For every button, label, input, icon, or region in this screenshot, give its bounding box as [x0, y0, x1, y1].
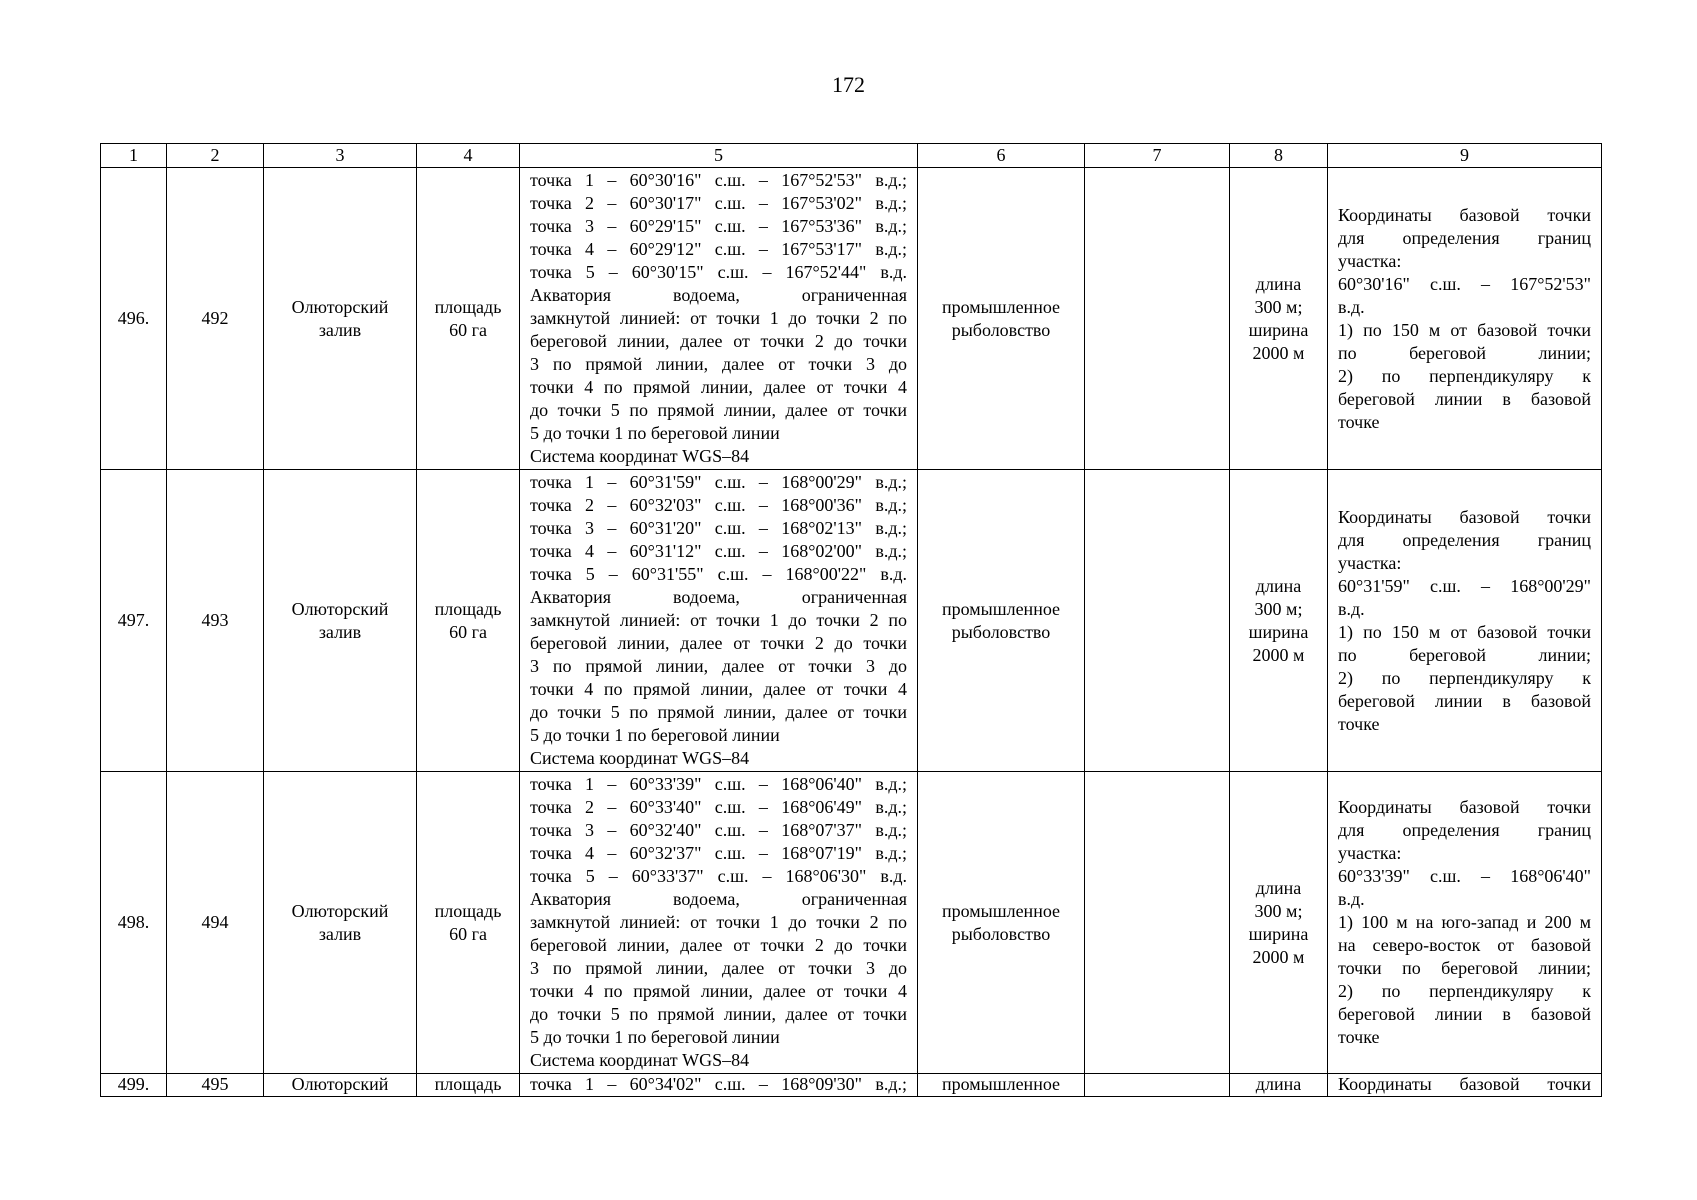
- boundary-text-line: Акватория водоема, ограниченная: [530, 889, 907, 909]
- location-cell: [264, 772, 417, 1074]
- row-number: 499.: [101, 1074, 167, 1097]
- area-line: 60 га: [449, 923, 487, 944]
- location-cell: [264, 470, 417, 772]
- notes-line: в.д.: [1338, 296, 1365, 317]
- boundary-text-line: точки 4 по прямой линии, далее от точки 4: [530, 981, 907, 1001]
- area-line: площадь: [434, 598, 502, 619]
- notes-line: точке: [1338, 713, 1380, 734]
- column-number-row: [101, 144, 1602, 168]
- usage-line: промышленное: [941, 296, 1061, 317]
- column-number-9: 9: [1328, 144, 1602, 168]
- boundary-point: точка 1 – 60°31'59" с.ш. – 168°00'29" в.д.;: [530, 472, 907, 492]
- usage-line: промышленное: [941, 900, 1061, 921]
- boundary-text-line: до точки 5 по прямой линии, далее от точки: [530, 1004, 907, 1024]
- dimension-line: 300 м;: [1254, 296, 1303, 317]
- notes-line: участка:: [1338, 843, 1402, 863]
- dimension-line: 2000 м: [1252, 644, 1305, 665]
- notes-line: 60°33'39" с.ш. – 168°06'40": [1338, 866, 1591, 886]
- boundary-description-cell: [520, 1074, 918, 1097]
- area-size-cell: [417, 772, 520, 1074]
- boundary-text-line: замкнутой линией: от точки 1 до точки 2 по: [530, 912, 907, 932]
- boundary-text-line: замкнутой линией: от точки 1 до точки 2 по: [530, 308, 907, 328]
- boundary-text-line: замкнутой линией: от точки 1 до точки 2 по: [530, 610, 907, 630]
- boundary-text-line: точки 4 по прямой линии, далее от точки 4: [530, 377, 907, 397]
- boundary-text-line: Акватория водоема, ограниченная: [530, 285, 907, 305]
- notes-line: по береговой линии;: [1338, 644, 1591, 665]
- dimension-line: ширина: [1248, 621, 1309, 642]
- coordinate-system: Система координат WGS–84: [530, 1050, 750, 1070]
- row-number: 496.: [101, 168, 167, 470]
- usage-line: промышленное: [941, 598, 1061, 619]
- notes-line: для определения границ: [1338, 529, 1591, 550]
- base-point-notes-cell: [1328, 168, 1602, 470]
- boundary-point: точка 1 – 60°34'02" с.ш. – 168°09'30" в.д.;: [530, 1074, 907, 1094]
- boundary-point: точка 1 – 60°30'16" с.ш. – 167°52'53" в.д.;: [530, 170, 907, 190]
- boundary-point: точка 3 – 60°29'15" с.ш. – 167°53'36" в.д.;: [530, 216, 907, 236]
- column-number-4: 4: [417, 144, 520, 168]
- notes-line: береговой линии в базовой: [1338, 1004, 1591, 1024]
- boundary-description-cell: [520, 168, 918, 470]
- notes-line: Координаты базовой точки: [1338, 506, 1591, 527]
- column-number-1: 1: [101, 144, 167, 168]
- boundary-point: точка 3 – 60°32'40" с.ш. – 168°07'37" в.д.;: [530, 820, 907, 840]
- boundary-text-line: 3 по прямой линии, далее от точки 3 до: [530, 354, 907, 374]
- location-cell: Олюторский: [264, 1074, 417, 1097]
- notes-line: точке: [1338, 411, 1380, 432]
- boundary-point: точка 5 – 60°30'15" с.ш. – 167°52'44" в.д.: [530, 262, 907, 282]
- notes-line: 2) по перпендикуляру к: [1338, 981, 1591, 1001]
- boundary-point: точка 2 – 60°32'03" с.ш. – 168°00'36" в.д.;: [530, 495, 907, 515]
- table-row-partial: [101, 1074, 1602, 1097]
- area-id: 495: [167, 1074, 264, 1097]
- area-line: площадь: [434, 296, 502, 317]
- column-number-3: 3: [264, 144, 417, 168]
- column-number-2: 2: [167, 144, 264, 168]
- dimension-line: 300 м;: [1254, 598, 1303, 619]
- dimension-line: ширина: [1248, 923, 1309, 944]
- area-size-cell: площадь: [417, 1074, 520, 1097]
- notes-line: 2) по перпендикуляру к: [1338, 667, 1591, 688]
- base-point-notes-cell: [1328, 1074, 1602, 1097]
- notes-line: для определения границ: [1338, 227, 1591, 248]
- area-id: 493: [167, 470, 264, 772]
- notes-line: на северо-восток от базовой: [1338, 935, 1591, 955]
- column-7-cell: [1085, 1074, 1230, 1097]
- area-id: 492: [167, 168, 264, 470]
- notes-line: 1) по 150 м от базовой точки: [1338, 319, 1591, 340]
- area-line: 60 га: [449, 319, 487, 340]
- boundary-text-line: береговой линии, далее от точки 2 до точки: [530, 633, 907, 653]
- usage-type-cell: [918, 168, 1085, 470]
- location-line: залив: [318, 319, 362, 340]
- notes-line: 60°30'16" с.ш. – 167°52'53": [1338, 273, 1591, 294]
- usage-line: рыболовство: [951, 923, 1051, 944]
- dimension-line: длина: [1255, 877, 1302, 898]
- area-id: 494: [167, 772, 264, 1074]
- column-number-5: 5: [520, 144, 918, 168]
- dimension-line: длина: [1255, 273, 1302, 294]
- column-number-8: 8: [1230, 144, 1328, 168]
- area-line: 60 га: [449, 621, 487, 642]
- area-size-cell: [417, 470, 520, 772]
- dimensions-cell: длина: [1230, 1074, 1328, 1097]
- boundary-text-line: береговой линии, далее от точки 2 до точки: [530, 331, 907, 351]
- row-number: 498.: [101, 772, 167, 1074]
- table-row: [101, 772, 1602, 1074]
- coordinate-system: Система координат WGS–84: [530, 446, 750, 466]
- row-number: 497.: [101, 470, 167, 772]
- column-number-7: 7: [1085, 144, 1230, 168]
- notes-line: 2) по перпендикуляру к: [1338, 365, 1591, 386]
- notes-line: береговой линии в базовой: [1338, 388, 1591, 409]
- location-line: Олюторский: [291, 598, 389, 619]
- boundary-text-line: 3 по прямой линии, далее от точки 3 до: [530, 958, 907, 978]
- usage-type-cell: [918, 772, 1085, 1074]
- column-7-cell: [1085, 470, 1230, 772]
- notes-line: по береговой линии;: [1338, 342, 1591, 363]
- boundary-point: точка 4 – 60°29'12" с.ш. – 167°53'17" в.д.;: [530, 239, 907, 259]
- usage-type-cell: [918, 470, 1085, 772]
- area-size-cell: [417, 168, 520, 470]
- notes-line: 1) по 150 м от базовой точки: [1338, 621, 1591, 642]
- usage-type-cell: промышленное: [918, 1074, 1085, 1097]
- notes-line: точки по береговой линии;: [1338, 958, 1591, 978]
- dimensions-cell: [1230, 470, 1328, 772]
- dimensions-cell: [1230, 168, 1328, 470]
- notes-line: 60°31'59" с.ш. – 168°00'29": [1338, 575, 1591, 596]
- location-line: залив: [318, 621, 362, 642]
- dimension-line: 300 м;: [1254, 900, 1303, 921]
- dimensions-cell: [1230, 772, 1328, 1074]
- location-line: Олюторский: [291, 296, 389, 317]
- boundary-point: точка 5 – 60°33'37" с.ш. – 168°06'30" в.д.: [530, 866, 907, 886]
- boundary-text-line: до точки 5 по прямой линии, далее от точки: [530, 400, 907, 420]
- notes-line: в.д.: [1338, 598, 1365, 619]
- column-number-6: 6: [918, 144, 1085, 168]
- boundary-point: точка 5 – 60°31'55" с.ш. – 168°00'22" в.д.: [530, 564, 907, 584]
- usage-line: рыболовство: [951, 621, 1051, 642]
- dimension-line: длина: [1255, 575, 1302, 596]
- base-point-notes-cell: [1328, 772, 1602, 1074]
- table-row: [101, 470, 1602, 772]
- table-row: [101, 168, 1602, 470]
- fishing-areas-table: [100, 143, 1602, 1097]
- boundary-description-cell: [520, 772, 918, 1074]
- column-7-cell: [1085, 772, 1230, 1074]
- area-line: площадь: [434, 900, 502, 921]
- notes-line: Координаты базовой точки: [1338, 1074, 1591, 1094]
- boundary-text-line: 5 до точки 1 по береговой линии: [530, 1027, 780, 1047]
- coordinate-system: Система координат WGS–84: [530, 748, 750, 768]
- boundary-point: точка 2 – 60°30'17" с.ш. – 167°53'02" в.д.;: [530, 193, 907, 213]
- dimension-line: 2000 м: [1252, 342, 1305, 363]
- base-point-notes-cell: [1328, 470, 1602, 772]
- boundary-point: точка 3 – 60°31'20" с.ш. – 168°02'13" в.д.;: [530, 518, 907, 538]
- notes-line: точке: [1338, 1027, 1380, 1047]
- notes-line: Координаты базовой точки: [1338, 797, 1591, 817]
- location-line: залив: [318, 923, 362, 944]
- boundary-text-line: береговой линии, далее от точки 2 до точки: [530, 935, 907, 955]
- notes-line: в.д.: [1338, 889, 1365, 909]
- location-cell: [264, 168, 417, 470]
- boundary-description-cell: [520, 470, 918, 772]
- notes-line: участка:: [1338, 552, 1402, 573]
- location-line: Олюторский: [291, 900, 389, 921]
- boundary-point: точка 2 – 60°33'40" с.ш. – 168°06'49" в.д.;: [530, 797, 907, 817]
- boundary-text-line: до точки 5 по прямой линии, далее от точки: [530, 702, 907, 722]
- boundary-point: точка 1 – 60°33'39" с.ш. – 168°06'40" в.д.;: [530, 774, 907, 794]
- usage-line: рыболовство: [951, 319, 1051, 340]
- boundary-text-line: 5 до точки 1 по береговой линии: [530, 725, 780, 745]
- boundary-text-line: точки 4 по прямой линии, далее от точки 4: [530, 679, 907, 699]
- boundary-point: точка 4 – 60°31'12" с.ш. – 168°02'00" в.д.;: [530, 541, 907, 561]
- boundary-point: точка 4 – 60°32'37" с.ш. – 168°07'19" в.д.;: [530, 843, 907, 863]
- notes-line: Координаты базовой точки: [1338, 204, 1591, 225]
- notes-line: участка:: [1338, 250, 1402, 271]
- dimension-line: 2000 м: [1252, 946, 1305, 967]
- notes-line: 1) 100 м на юго-запад и 200 м: [1338, 912, 1591, 932]
- column-7-cell: [1085, 168, 1230, 470]
- dimension-line: ширина: [1248, 319, 1309, 340]
- notes-line: береговой линии в базовой: [1338, 690, 1591, 711]
- boundary-text-line: Акватория водоема, ограниченная: [530, 587, 907, 607]
- page-number: 172: [832, 72, 865, 97]
- notes-line: для определения границ: [1338, 820, 1591, 840]
- boundary-text-line: 3 по прямой линии, далее от точки 3 до: [530, 656, 907, 676]
- boundary-text-line: 5 до точки 1 по береговой линии: [530, 423, 780, 443]
